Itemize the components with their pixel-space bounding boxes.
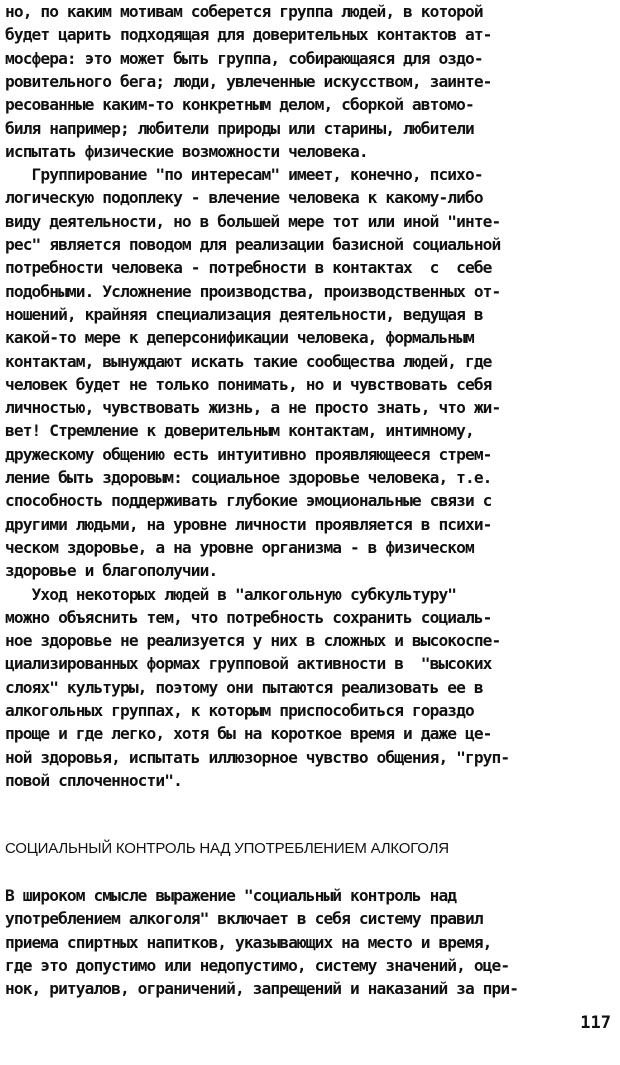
text-line: слоях" культуры, поэтому они пытаются реализовать ее в bbox=[5, 677, 483, 697]
text-line: ление быть здоровым: социальное здоровье человека, т.е. bbox=[5, 468, 492, 487]
text-line: биля например; любители природы или старины, любители bbox=[5, 118, 474, 138]
text-line: Уход некоторых людей в "алкогольную субкультуру" bbox=[5, 584, 457, 604]
text-line: будет царить подходящая для доверительных контактов ат- bbox=[5, 25, 492, 45]
text-line: нок, ритуалов, ограничений, запрещений и наказаний за при- bbox=[5, 979, 519, 999]
text-line: проще и где легко, хотя бы на короткое время и даже це- bbox=[5, 724, 492, 744]
text-line: Группирование "по интересам" имеет, конечно, психо- bbox=[5, 165, 483, 185]
text-line: другими людьми, на уровне личности проявляется в психи- bbox=[5, 514, 492, 534]
text-line: ресованные каким-то конкретным делом, сборкой автомо- bbox=[5, 95, 474, 115]
section-heading: СОЦИАЛЬНЫЙ КОНТРОЛЬ НАД УПОТРЕБЛЕНИЕМ АЛКОГОЛЯ bbox=[5, 840, 449, 857]
text-line: какой-то мере к деперсонификации человека, формальным bbox=[5, 328, 474, 348]
text-line: приема спиртных напитков, указывающих на место и время, bbox=[5, 932, 492, 952]
text-line: но, по каким мотивам соберется группа людей, в которой bbox=[5, 2, 483, 21]
text-line: употреблением алкоголя" включает в себя систему правил bbox=[5, 909, 483, 929]
text-line: испытать физические возможности человека. bbox=[5, 141, 368, 161]
text-line: потребности человека - потребности в контактах с себе bbox=[5, 258, 492, 278]
text-line: дружескому общению есть интуитивно проявляющееся стрем- bbox=[5, 444, 492, 464]
text-line: ной здоровья, испытать иллюзорное чувство общения, "груп- bbox=[5, 747, 510, 767]
text-line: здоровье и благополучии. bbox=[5, 561, 218, 581]
text-line: логическую подоплеку - влечение человека к какому-либо bbox=[5, 188, 483, 208]
text-line: ношений, крайняя специализация деятельности, ведущая в bbox=[5, 304, 483, 324]
document-page bbox=[5, 0, 613, 1065]
text-line: вет! Стремление к доверительным контактам, интимному, bbox=[5, 421, 474, 441]
text-line: можно объяснить тем, что потребность сохранить социаль- bbox=[5, 607, 492, 627]
text-line: циализированных формах групповой активности в "высоких bbox=[5, 654, 492, 674]
text-line: виду деятельности, но в большей мере тот или иной "инте- bbox=[5, 211, 501, 231]
text-line: повой сплоченности". bbox=[5, 770, 182, 790]
page-number: 117 bbox=[580, 1013, 611, 1033]
text-line: человек будет не только понимать, но и чувствовать себя bbox=[5, 374, 492, 394]
text-line: подобными. Усложнение производства, производственных от- bbox=[5, 281, 501, 301]
text-line: где это допустимо или недопустимо, систему значений, оце- bbox=[5, 955, 510, 975]
text-line: В широком смысле выражение "социальный контроль над bbox=[5, 886, 457, 905]
text-line: мосфера: это может быть группа, собирающаяся для оздо- bbox=[5, 48, 483, 68]
text-line: ческом здоровье, а на уровне организма - в физическом bbox=[5, 537, 474, 557]
text-line: ное здоровье не реализуется у них в сложных и высокоспе- bbox=[5, 631, 501, 651]
text-line: рес" является поводом для реализации базисной социальной bbox=[5, 235, 501, 254]
text-line: ровительного бега; люди, увлеченные искусством, заинте- bbox=[5, 71, 492, 91]
text-line: способность поддерживать глубокие эмоциональные связи с bbox=[5, 491, 492, 511]
text-line: личностью, чувствовать жизнь, а не просто знать, что жи- bbox=[5, 398, 501, 418]
text-line: алкогольных группах, к которым приспособиться гораздо bbox=[5, 701, 474, 720]
text-line: контактам, вынуждают искать такие сообщества людей, где bbox=[5, 351, 492, 371]
